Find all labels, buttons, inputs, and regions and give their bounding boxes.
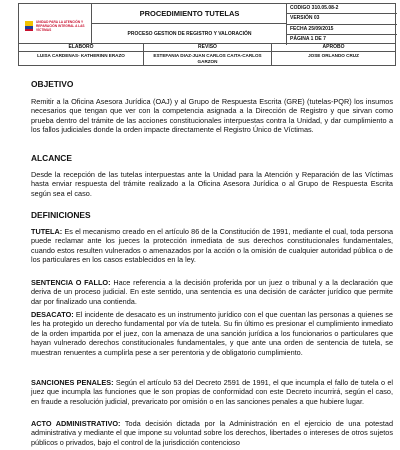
acto-text: Toda decisión dictada por la Administración en el ejercicio de una potestad administrativa y mediante el que impone su voluntad sobre los derechos, libertades o intereses de otros sujetos públicos o privados, bajo el control de la jurisdicción contencioso [31,419,393,447]
definition-sentencia [31,278,393,306]
header-title-cell [92,4,287,45]
sentencia-text: Hace referencia a la decisión proferida por un juez o tribunal y a la declaración que deriva de un proceso judicial. En este sentido, una sentencia es una decisión de carácter jurídico que permite dar por finalizado una contienda. [31,278,393,306]
document-date: FECHA 25/09/2015 [287,25,397,35]
elaboro-value: LUISA CARDENAS- KATHERINN ERAZO [37,53,125,58]
alcance-heading: ALCANCE [31,153,72,163]
desacato-text: El incidente de desacato es un instrumento jurídico con el que cuentan las personas a quienes se les ha protegido un derecho fundamental por vía de tutela. Su fin último es presionar el cumplimiento inmediato de la orden impartida por el juez, con la amenaza de una sanción jurídica a los funcionarios o particulares que hayan vulnerado derechos constitucionales fundamentales, y que ante una orden de sentencia de tutela, se muestran renuentes a cumplirla pese a ser perentoria y de obligatorio cumplimiento. [31,310,393,357]
desacato-term: DESACATO: [31,310,74,319]
logo-cell [19,4,92,45]
tutela-term: TUTELA: [31,227,63,236]
reviso-label: REVISO [144,44,271,52]
elaboro-label: ELABORO [19,44,143,52]
document-code: CODIGO 310.05.08-2 [287,4,397,14]
objetivo-paragraph: Remitir a la Oficina Asesora Jurídica (OAJ) y al Grupo de Respuesta Escrita (GRE) (tutelas-PQR) los insumos necesarios que tengan que ver con la competencia asignada a la Dirección de Registro y que sirvan como prueba dentro del trámite de las acciones constitucionales interpuestas contra la Unidad, y dar cumplimiento a los fallos judiciales donde la orden impacte directamente el Registro Único de Víctimas. [31,97,393,135]
acto-term: ACTO ADMINISTRATIVO: [31,419,121,428]
aprobo-label: APROBO [272,44,395,52]
colombia-flag-icon [25,21,33,31]
tutela-text: Es el mecanismo creado en el artículo 86 de la Constitución de 1991, mediante el cual, toda persona puede reclamar ante los jueces la protección inmediata de sus derechos constitucionales fundamentales, cuando estos resulten vulnerados o amenazados por la acción o la omisión de cualquier autoridad pública o de los particulares en los casos establecidos en la ley. [31,227,393,265]
definition-tutela [31,227,393,265]
sanciones-text: Según el artículo 53 del Decreto 2591 de 1991, el que incumpla el fallo de tutela o el juez que incumpla las funciones que le son propias de conformidad con este Decreto incurrirá, según el caso, en fraude a resolución judicial, prevaricato por omisión o en las sanciones penales a que hubiere lugar. [31,378,393,406]
sentencia-term: SENTENCIA O FALLO: [31,278,111,287]
process-name: PROCESO GESTION DE REGISTRO Y VALORACIÓN [127,31,252,37]
document-title: PROCEDIMIENTO TUTELAS [92,4,287,24]
document-metadata-cell [287,4,397,45]
definition-sanciones [31,378,393,406]
aprobo-value: JOSE ORLANDO CRUZ [308,53,359,58]
reviso-value: ESTEFANIA DIAZ-JUAN CARLOS CAITA-CARLOS GARZON [153,53,262,64]
definition-desacato [31,310,393,357]
document-header-table [18,3,396,44]
approval-table [18,44,396,66]
definiciones-heading: DEFINICIONES [31,210,91,220]
aprobo-column [272,44,395,66]
sanciones-term: SANCIONES PENALES: [31,378,114,387]
objetivo-heading: OBJETIVO [31,79,74,89]
reviso-column [144,44,272,66]
elaboro-column [19,44,144,66]
definition-acto-administrativo [31,419,393,447]
page-number: PÁGINA 1 DE 7 [290,35,326,42]
logo-text: UNIDAD PARA LA ATENCIÓN Y REPARACIÓN INTEGRAL A LAS VÍCTIMAS [36,20,85,32]
alcance-paragraph: Desde la recepción de las tutelas interpuestas ante la Unidad para la Atención y Reparación de las Víctimas hasta enviar respuesta del trámite realizado a la Oficina Asesora Jurídica o al Grupo de Respuesta Escrita según sea el caso. [31,170,393,198]
document-version: VERSIÓN 03 [287,14,397,24]
